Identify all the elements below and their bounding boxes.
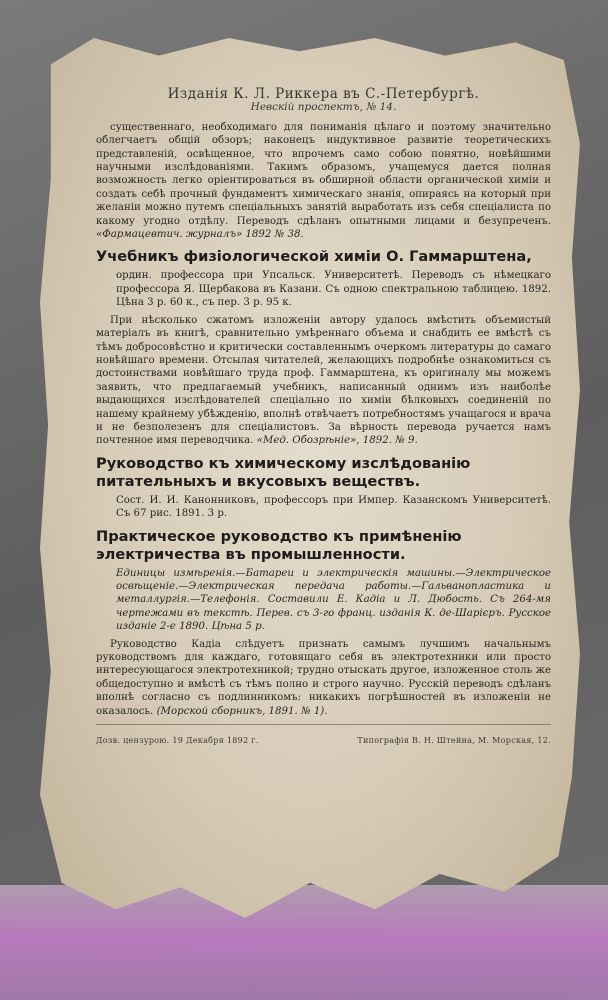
book-title-hammarsten: Учебникъ физіологической химіи О. Гаммарштена,	[96, 248, 532, 266]
book-meta-kadia: Единицы измѣренія.—Батареи и электрическія машины.—Электрическое освѣщеніе.—Электрическая передача работы.—Гальванопластика и металлургія.—Телефонія. Составили Е. Кадіа и Л. Дюбость. Съ 264-мя чертежами въ текстѣ. Перев. съ 3-го франц. изданія К. де-Шарієръ. Русское изданіе 2-е 1890. Цѣна 5 р.	[116, 567, 551, 633]
review-text: Руководство Кадіа слѣдуетъ признать самымъ лучшимъ начальнымъ руководствомъ для каждаго, готовящаго себя въ электротехники или просто интересующагося электротехникой; трудно отыскать другое, изложенное столь же общедоступно и вмѣстѣ съ тѣмъ полно и строго научно. Русскій переводъ сдѣланъ вполнѣ согласно съ подлинникомъ: никакихъ погрѣшностей въ изложеніи не оказалось.	[96, 638, 551, 717]
publisher-address: Невскій проспектъ, № 14.	[250, 101, 397, 114]
intro-source: «Фармацевтич. журналъ» 1892 № 38.	[96, 229, 304, 241]
page-content	[96, 88, 551, 747]
intro-paragraph	[96, 121, 551, 242]
book-title-kanonnikov: Руководство къ химическому изслѣдованію питательныхъ и вкусовыхъ веществъ.	[96, 454, 471, 490]
review-source: (Морской сборникъ, 1891. № 1).	[156, 705, 328, 717]
book-meta-hammarsten: ордин. профессора при Упсальск. Университетѣ. Переводъ съ нѣмецкаго профессора Я. Щербакова въ Казани. Съ одною спектральною таблицею. 1892. Цѣна 3 р. 60 к., съ пер. 3 р. 95 к.	[116, 270, 551, 309]
page-footer	[96, 734, 551, 747]
footer-rule	[96, 724, 551, 725]
book-title-kadia: Практическое руководство къ примѣненію электричества въ промышленности.	[96, 527, 462, 563]
intro-text: существеннаго, необходимаго для пониманія цѣлаго и поэтому значительно облегчаетъ общій обзоръ; наконецъ индуктивное развитіе теоретическихъ представленій, освѣщенное, что впрочемъ само собою понятно, новѣйшими научными изслѣдованіями. Такимъ образомъ, учащемуся дается полная возможность легко оріентироваться въ обширной области органической химіи и создать себѣ прочный фундаментъ химическаго знанія, опираясь на который при желаніи можно путемъ спеціальныхъ занятій выработать изъ себя спеціалиста по какому угодно отдѣлу. Переводъ сдѣланъ опытными лицами и безупреченъ.	[96, 121, 551, 227]
printer-note: Типографія В. Н. Штейна, М. Морская, 12.	[357, 736, 551, 746]
censor-note: Дозв. цензурою. 19 Декабря 1892 г.	[96, 736, 259, 746]
book-meta-kanonnikov: Сост. И. И. Канонниковъ, профессоръ при Импер. Казанскомъ Университетѣ. Съ 67 рис. 1891. 3 р.	[116, 494, 551, 520]
book-review-hammarsten	[96, 314, 551, 448]
book-review-kadia	[96, 638, 551, 718]
review-text: При нѣсколько сжатомъ изложеніи автору удалось вмѣстить объемистый матеріалъ въ книгѣ, сравнительно умѣреннаго объема и снабдить ее вмѣстѣ съ тѣмъ добросовѣстно и критически составленнымъ очеркомъ литературы до самаго новѣйшаго времени. Отсылая читателей, желающихъ подробнѣе ознакомиться съ достоинствами новѣйшаго труда проф. Гаммарштена, къ оригиналу мы можемъ заявить, что предлагаемый учебникъ, написанный однимъ изъ наиболѣе выдающихся изслѣдователей спеціально по химіи бѣлковыхъ соединеній по нашему крайнему убѣжденію, вполнѣ отвѣчаетъ потребностямъ учащагося и врача и не безполезенъ для спеціалистовъ. За вѣрность перевода ручается намъ почтенное имя переводчика.	[96, 314, 551, 447]
cover-stain-strip	[0, 885, 608, 1000]
review-source: «Мед. Обозрѣніе», 1892. № 9.	[256, 435, 418, 447]
publisher-header: Изданія К. Л. Риккера въ С.-Петербургѣ.	[167, 86, 480, 102]
